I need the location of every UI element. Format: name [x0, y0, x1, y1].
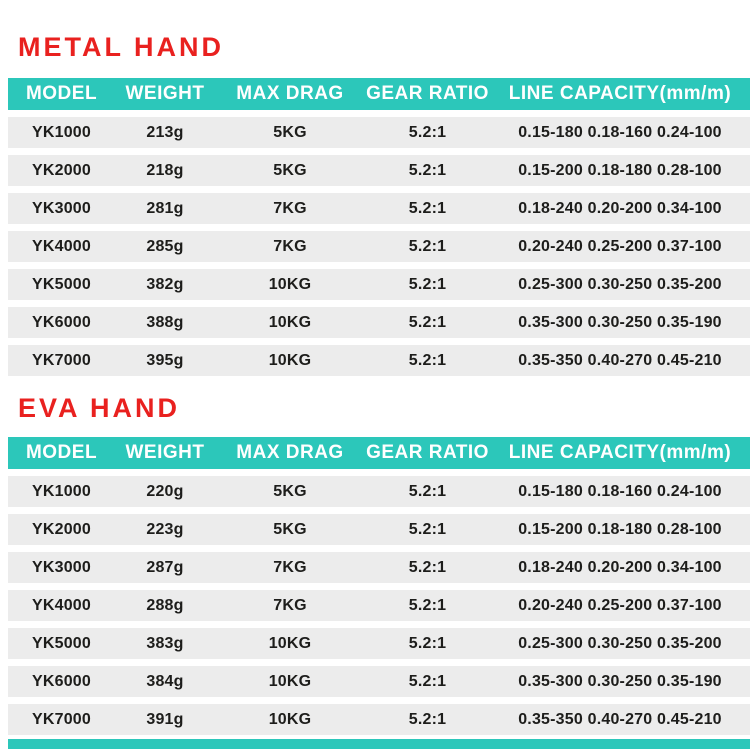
table-cell: 0.15-200 0.18-180 0.28-100: [518, 161, 722, 179]
table-header-row: [8, 78, 750, 110]
column-header-model: MODEL: [25, 442, 98, 463]
table-cell: 287g: [146, 558, 184, 576]
table-cell: 0.25-300 0.30-250 0.35-200: [518, 275, 722, 293]
table-row: [8, 117, 750, 148]
table-cell: 382g: [146, 275, 184, 293]
table-cell: 7KG: [273, 199, 307, 217]
table-cell: 218g: [146, 161, 184, 179]
table-cell: 10KG: [268, 672, 312, 690]
table-cell: 10KG: [268, 710, 312, 728]
table-row: [8, 704, 750, 735]
table-cell: 5.2:1: [408, 482, 447, 500]
table-body: [8, 476, 750, 735]
table-cell: 10KG: [268, 313, 312, 331]
table-cell: 5.2:1: [408, 313, 447, 331]
table-cell: 7KG: [273, 558, 307, 576]
table-cell: 5.2:1: [408, 275, 447, 293]
table-cell: YK2000: [31, 161, 92, 179]
table-cell: YK6000: [31, 313, 92, 331]
table-cell: 7KG: [273, 596, 307, 614]
table-cell: 5KG: [273, 161, 307, 179]
table-cell: 5KG: [273, 482, 307, 500]
spec-table-metal-hand: [8, 78, 750, 376]
table-cell: 0.15-180 0.18-160 0.24-100: [518, 123, 722, 141]
table-cell: 391g: [146, 710, 184, 728]
table-cell: 0.35-300 0.30-250 0.35-190: [518, 672, 722, 690]
section-title-metal-hand: METAL HAND: [18, 32, 224, 62]
table-cell: 0.25-300 0.30-250 0.35-200: [518, 634, 722, 652]
table-row: [8, 666, 750, 697]
table-cell: YK4000: [31, 237, 92, 255]
table-row: [8, 193, 750, 224]
table-row: [8, 307, 750, 338]
table-cell: 281g: [146, 199, 184, 217]
table-cell: 5.2:1: [408, 237, 447, 255]
table-cell: 384g: [146, 672, 184, 690]
table-cell: 5KG: [273, 123, 307, 141]
table-cell: YK5000: [31, 634, 92, 652]
table-cell: YK2000: [31, 520, 92, 538]
column-header-weight: WEIGHT: [125, 83, 205, 104]
table-cell: 10KG: [268, 351, 312, 369]
column-header-gear-ratio: GEAR RATIO: [366, 83, 489, 104]
table-cell: YK7000: [31, 710, 92, 728]
table-cell: YK1000: [31, 123, 92, 141]
column-header-line-capacity: LINE CAPACITY(mm/m): [508, 83, 732, 104]
table-cell: 10KG: [268, 275, 312, 293]
table-cell: 0.35-300 0.30-250 0.35-190: [518, 313, 722, 331]
table-cell: YK6000: [31, 672, 92, 690]
section-title-eva-hand: EVA HAND: [18, 393, 181, 423]
table-cell: 285g: [146, 237, 184, 255]
table-cell: 395g: [146, 351, 184, 369]
table-row: [8, 628, 750, 659]
table-cell: 5.2:1: [408, 199, 447, 217]
table-body: [8, 117, 750, 376]
table-cell: YK7000: [31, 351, 92, 369]
table-cell: 220g: [146, 482, 184, 500]
table-cell: 5.2:1: [408, 634, 447, 652]
table-cell: 0.35-350 0.40-270 0.45-210: [518, 710, 722, 728]
table-row: [8, 476, 750, 507]
table-row: [8, 231, 750, 262]
table-cell: 5.2:1: [408, 123, 447, 141]
table-row: [8, 590, 750, 621]
table-cell: YK1000: [31, 482, 92, 500]
table-cell: 0.35-350 0.40-270 0.45-210: [518, 351, 722, 369]
column-header-max-drag: MAX DRAG: [236, 442, 344, 463]
table-cell: 0.18-240 0.20-200 0.34-100: [518, 558, 722, 576]
table-row: [8, 269, 750, 300]
table-cell: YK5000: [31, 275, 92, 293]
column-header-gear-ratio: GEAR RATIO: [366, 442, 489, 463]
table-row: [8, 345, 750, 376]
column-header-max-drag: MAX DRAG: [236, 83, 344, 104]
bottom-accent-bar: [8, 739, 750, 749]
table-cell: 388g: [146, 313, 184, 331]
column-header-line-capacity: LINE CAPACITY(mm/m): [508, 442, 732, 463]
table-cell: 0.20-240 0.25-200 0.37-100: [518, 237, 722, 255]
column-header-model: MODEL: [25, 83, 98, 104]
spec-table-eva-hand: [8, 437, 750, 735]
table-cell: 0.20-240 0.25-200 0.37-100: [518, 596, 722, 614]
table-cell: 5.2:1: [408, 596, 447, 614]
table-cell: YK4000: [31, 596, 92, 614]
column-header-weight: WEIGHT: [125, 442, 205, 463]
table-row: [8, 514, 750, 545]
table-cell: 223g: [146, 520, 184, 538]
table-cell: 0.18-240 0.20-200 0.34-100: [518, 199, 722, 217]
table-cell: 288g: [146, 596, 184, 614]
table-row: [8, 552, 750, 583]
table-cell: 7KG: [273, 237, 307, 255]
table-cell: YK3000: [31, 558, 92, 576]
table-cell: 5.2:1: [408, 520, 447, 538]
table-cell: 0.15-180 0.18-160 0.24-100: [518, 482, 722, 500]
table-cell: 5.2:1: [408, 710, 447, 728]
table-row: [8, 155, 750, 186]
table-cell: 5KG: [273, 520, 307, 538]
table-cell: 5.2:1: [408, 161, 447, 179]
table-cell: 5.2:1: [408, 558, 447, 576]
table-cell: 10KG: [268, 634, 312, 652]
table-cell: 0.15-200 0.18-180 0.28-100: [518, 520, 722, 538]
table-cell: 5.2:1: [408, 351, 447, 369]
table-cell: 5.2:1: [408, 672, 447, 690]
table-cell: 383g: [146, 634, 184, 652]
table-cell: YK3000: [31, 199, 92, 217]
table-header-row: [8, 437, 750, 469]
table-cell: 213g: [146, 123, 184, 141]
